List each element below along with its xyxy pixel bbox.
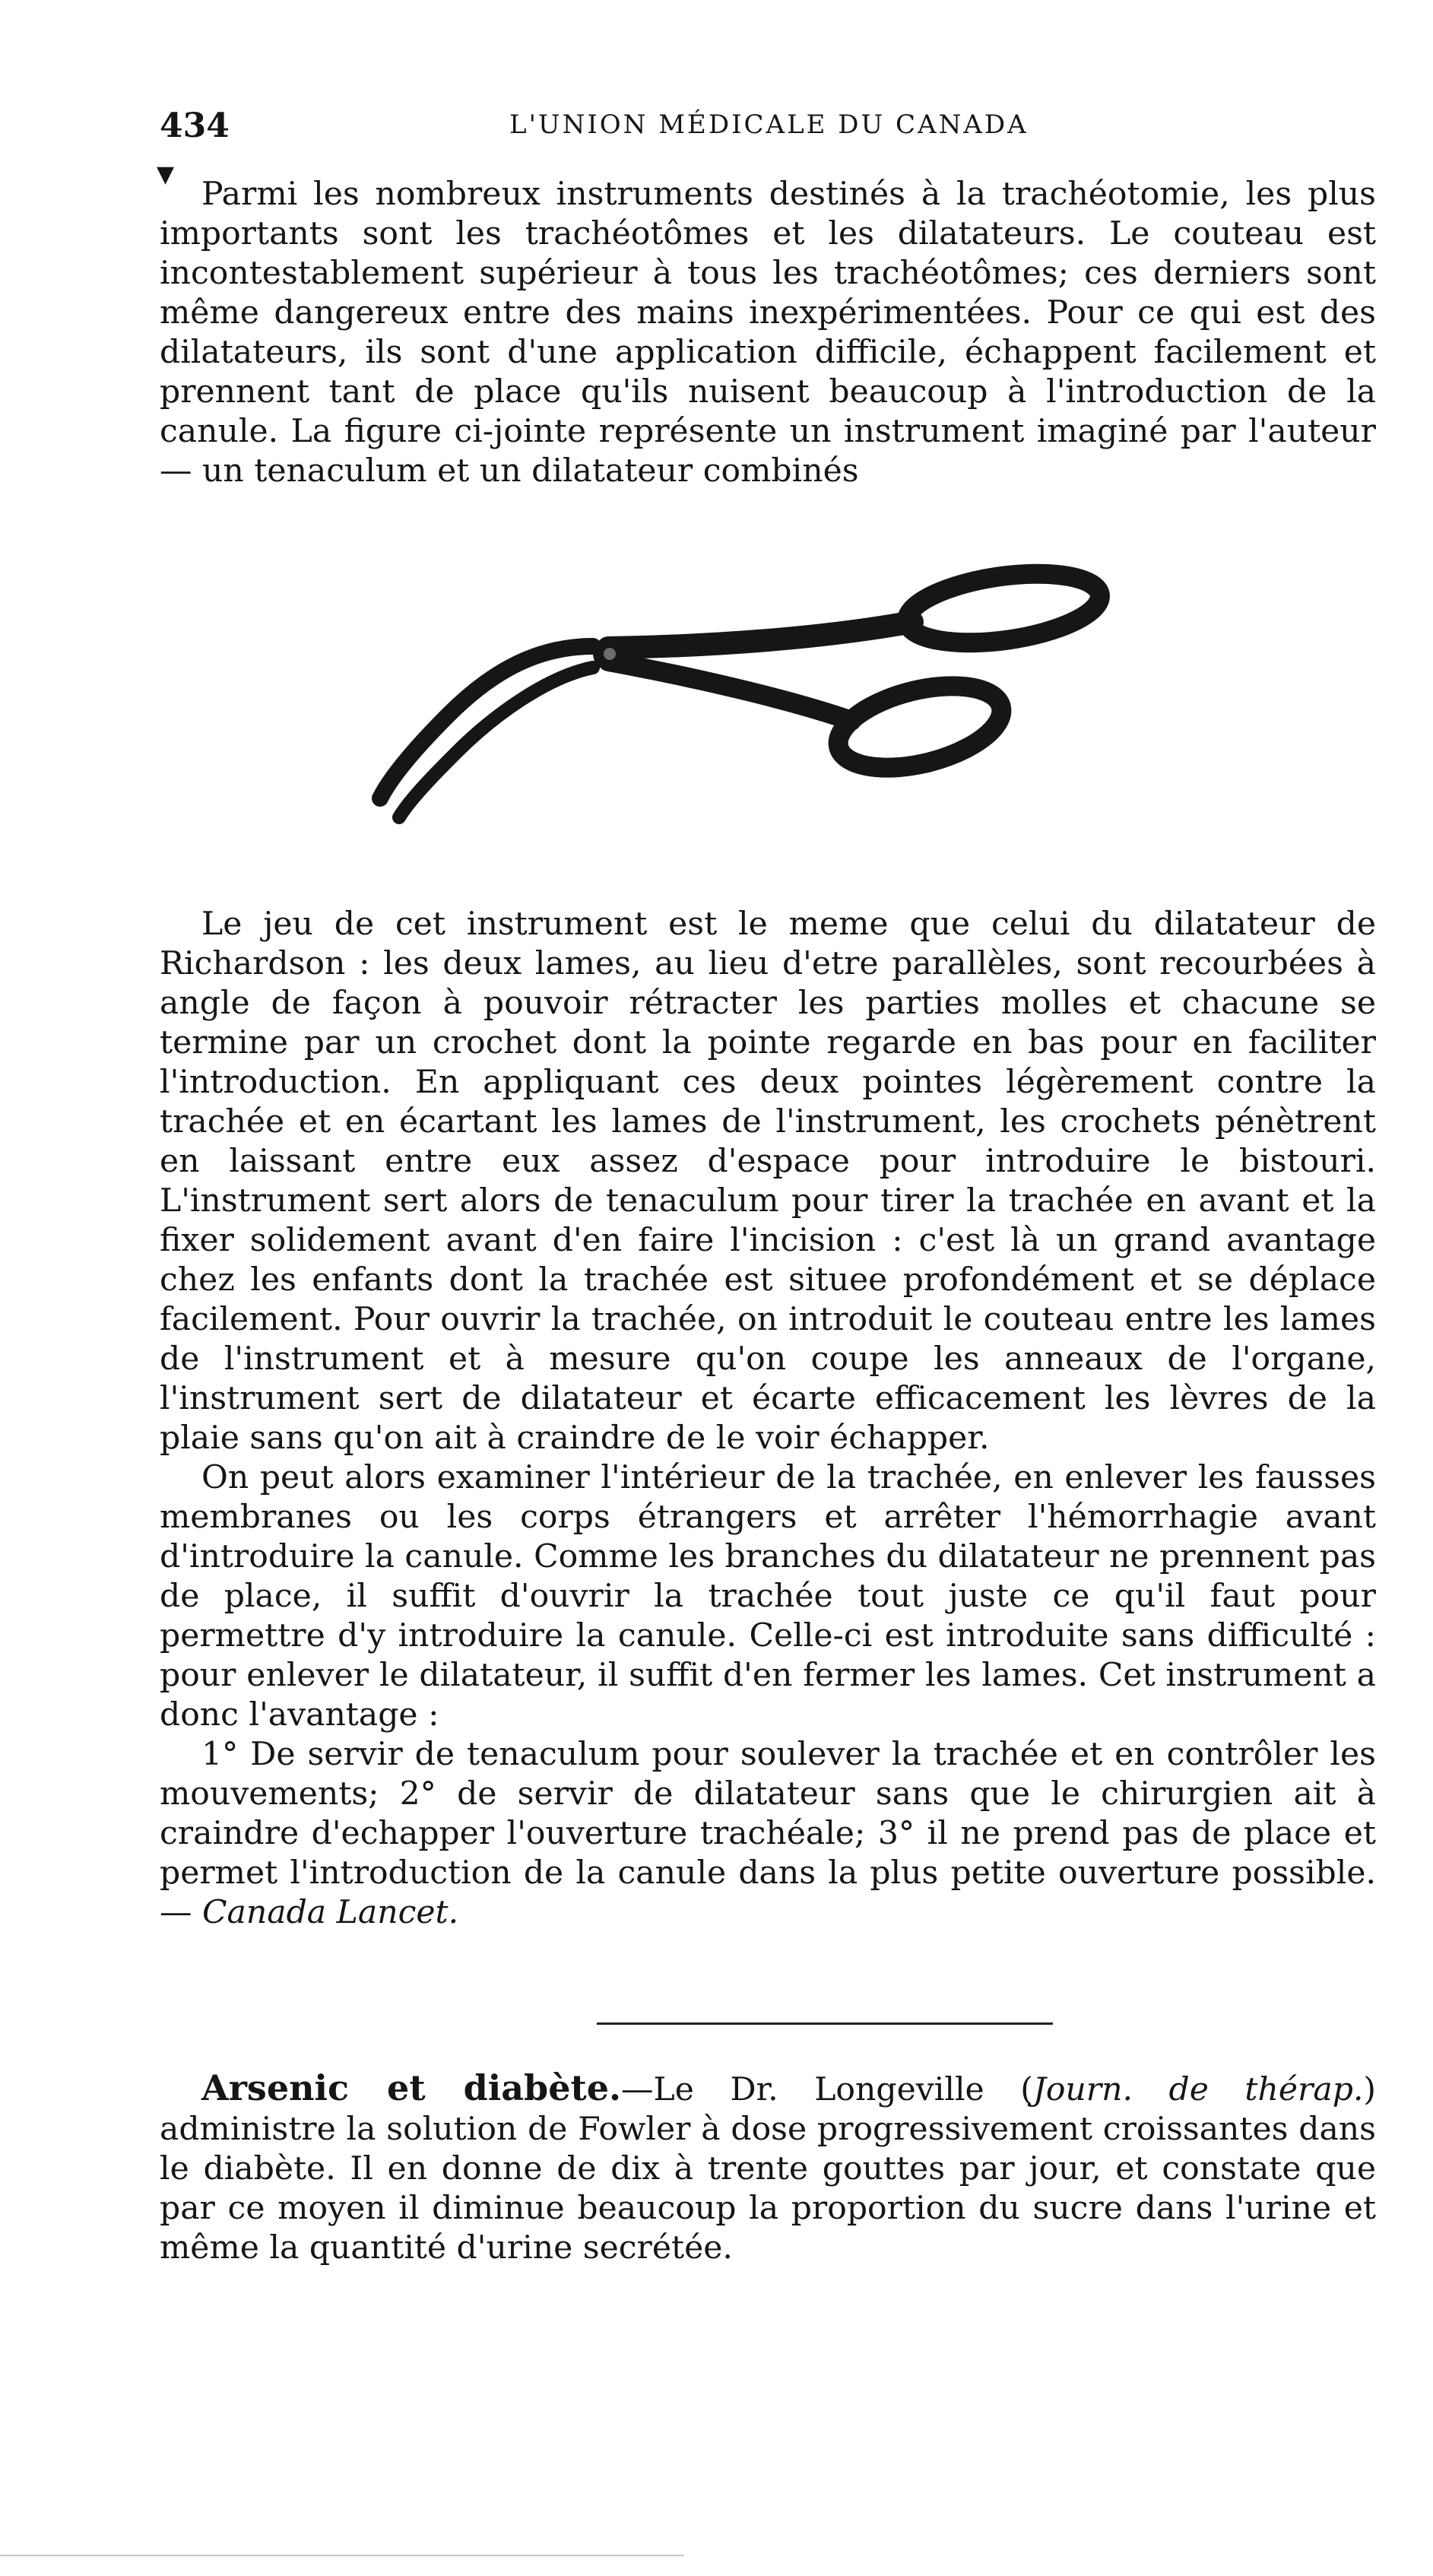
description-paragraph-1: Le jeu de cet instrument est le meme que celui du dilatateur de Richardson : les deux lames, au lieu d'etre parallèles, sont recourbées à angle de façon à pouvoir rétracter les parties molles et chacune se termine par un crochet dont la pointe regarde en bas pour en faciliter l'introduction. En appliquant ces deux pointes légèrement contre la trachée et en écartant les lames de l'instrument, les crochets pénètrent en laissant entre eux assez d'espace pour introduire le bistouri. L'instrument sert alors de tenaculum pour tirer la trachée en avant et la fixer solidement avant d'en faire l'incision : c'est là un grand avantage chez les enfants dont la trachée est situee profondément et se déplace facilement. Pour ouvrir la trachée, on introduit le couteau entre les lames de l'instrument et à mesure qu'on coupe les anneaux de l'organe, l'instrument sert de dilatateur et écarte efficacement les lèvres de la plaie sans qu'on ait à craindre de le voir échapper.	[160, 906, 1376, 1457]
tracheotomy-dilator-figure	[365, 555, 1133, 829]
arsenic-text-start: —Le Dr. Longeville (	[621, 2071, 1033, 2108]
description-paragraph-3	[160, 1735, 1376, 1933]
margin-mark-icon: ▼	[157, 161, 175, 188]
intro-paragraph: Parmi les nombreux instruments destinés à la trachéotomie, les plus importants sont les trachéotômes et les dilatateurs. Le couteau est incontestablement supérieur à tous les trachéotômes; ces derniers sont même dangereux entre des mains inexpérimentées. Pour ce qui est des dilatateurs, ils sont d'une application difficile, échappent facilement et prennent tant de place qu'ils nuisent beaucoup à l'introduction de la canule. La figure ci-jointe représente un instrument imaginé par l'auteur — un tenaculum et un dilatateur combinés	[160, 176, 1376, 490]
intro-paragraph-block	[160, 175, 1376, 491]
advantages-text: 1° De servir de tenaculum pour soulever la trachée et en contrôler les mouvements; 2° de servir de dilatateur sans que le chirurgien ait à craindre d'echapper l'ouverture trachéale; 3° il ne prend pas de place et permet l'introduction de la canule dans la plus petite ouverture possible. —	[160, 1736, 1376, 1931]
description-block	[160, 905, 1376, 1933]
page-edge-line	[0, 2555, 684, 2556]
arsenic-section	[160, 2068, 1376, 2268]
arsenic-heading: Arsenic et diabète.	[201, 2067, 622, 2108]
page-number: 434	[160, 106, 230, 145]
arsenic-text-rest: ) administre la solution de Fowler à dose progressivement croissantes dans le diabète. Il en donne de dix à trente gouttes par jour, et constate que par ce moyen il diminue beaucoup la proportion du sucre dans l'urine et même la quantité d'urine secrétée.	[160, 2071, 1377, 2267]
arsenic-paragraph	[160, 2068, 1376, 2268]
source-citation: Canada Lancet.	[202, 1894, 459, 1931]
arsenic-source: Journ. de thérap.	[1032, 2071, 1364, 2108]
page-header	[160, 106, 1376, 152]
running-head: L'UNION MÉDICALE DU CANADA	[509, 109, 1029, 140]
section-divider	[597, 2022, 1053, 2025]
description-paragraph-2: On peut alors examiner l'intérieur de la trachée, en enlever les fausses membranes ou les corps étrangers et arrêter l'hémorrhagie avant d'introduire la canule. Comme les branches du dilatateur ne prennent pas de place, il suffit d'ouvrir la trachée tout juste ce qu'il faut pour permettre d'y introduire la canule. Celle-ci est introduite sans difficulté : pour enlever le dilatateur, il suffit d'en fermer les lames. Cet instrument a donc l'avantage :	[160, 1459, 1376, 1734]
dilator-scissors-icon	[365, 555, 1133, 829]
